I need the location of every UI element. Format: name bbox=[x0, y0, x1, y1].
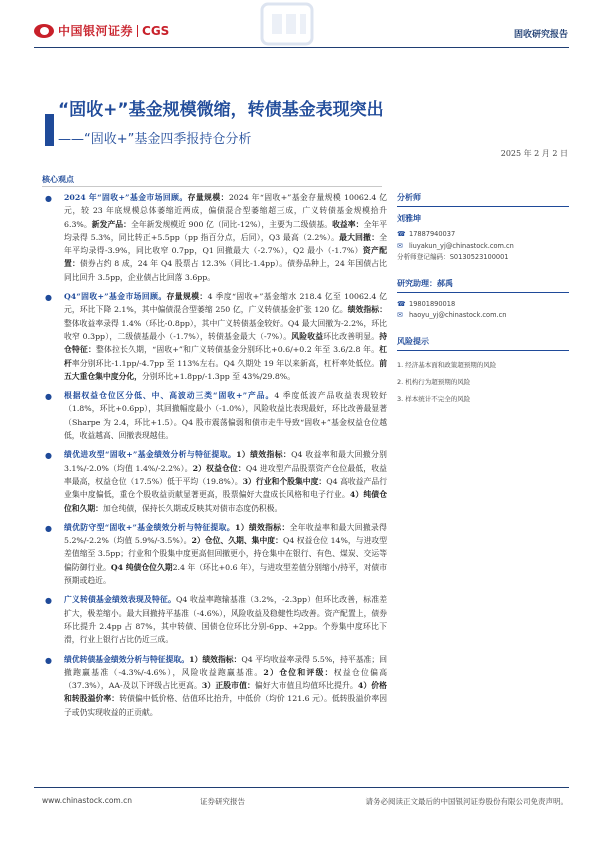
core-view-item bbox=[42, 653, 387, 719]
logo-mark-icon bbox=[34, 24, 54, 38]
core-view-item bbox=[42, 389, 387, 442]
bullet-dot-icon: ● bbox=[45, 655, 52, 665]
decorative-emblem-icon bbox=[258, 2, 316, 46]
core-view-text: Q4 收益率跑输基准（3.2%，-2.3pp）但环比改善，标准差扩大，极差缩小。最大回撤持平基准（-4.6%），风险收益及稳健性均改善。资产配置上，债券环比提升 2.4pp 占 87%，其中转债、国债仓位环比分别-6pp、+2pp。个券集中度环比下滑，行业上银行占比仍近三成。 bbox=[64, 595, 388, 645]
core-view-text: 环比改善明显。 bbox=[323, 331, 380, 341]
core-view-text: 全年平均录得 5.3%，同比转正+5.5pp（pp 指百分点，后同），Q3 最高（2.2%）。 bbox=[64, 219, 388, 242]
core-view-keyword: 前五大重仓集中度分化， bbox=[64, 358, 387, 381]
core-view-heading: 广义转债基金绩效表现及特征。 bbox=[64, 595, 176, 605]
footer-website-link[interactable]: www.chinastock.com.cn bbox=[42, 796, 132, 805]
core-view-keyword: 3）行业和个股集中度： bbox=[242, 476, 327, 486]
core-view-keyword: 新发产品： bbox=[91, 219, 132, 229]
risk-list bbox=[397, 357, 569, 408]
core-view-text: Q4 平均收益率录得 5.5%，持平基准；回撤跑赢基准（-4.3%/-4.6%），风险收益跑赢基准。 bbox=[64, 654, 387, 677]
core-view-text: 偏好大市值且均值环比提升。 bbox=[254, 681, 358, 691]
core-view-keyword: 2）权益仓位： bbox=[192, 463, 246, 473]
core-view-text: 全年平均录得-3.9%，同比收窄 0.7pp，Q1 回撤最大（-2.7%），Q2 最小（-1.7%） bbox=[64, 232, 388, 256]
logo-english-text: CGS bbox=[142, 23, 170, 38]
bullet-dot-icon: ● bbox=[45, 392, 52, 402]
core-view-text: Q4 高收益产品行业集中度偏低，重仓个股收益贡献显著更高，股票偏好大盘成长风格和电子行业。 bbox=[64, 476, 387, 500]
core-view-keyword: 2）仓位、久期、集中度： bbox=[191, 536, 283, 546]
core-view-keyword: 风险收益 bbox=[291, 331, 324, 341]
core-view-keyword: 资产配置： bbox=[64, 246, 388, 269]
analyst-name: 刘雅坤 bbox=[397, 214, 421, 223]
phone-icon: ☎ bbox=[397, 299, 406, 308]
core-view-text: 分别环比+1.8pp/-1.3pp 至 43%/29.8%。 bbox=[141, 371, 295, 381]
report-title: “固收+”基金规模微缩，转债基金表现突出 bbox=[58, 100, 384, 120]
analyst-phone[interactable] bbox=[397, 229, 569, 241]
core-view-heading: 绩优转债基金绩效分析与特征提取。 bbox=[64, 654, 190, 664]
assistant-email-text: haoyu_yj@chinastock.com.cn bbox=[409, 311, 507, 319]
core-view-item bbox=[42, 521, 387, 587]
core-view-keyword: 最大回撤： bbox=[339, 232, 380, 242]
core-view-text: 全年收益率和最大回撤录得 5.2%/-2.2%（均值 5.9%/-3.5%）。 bbox=[64, 522, 387, 546]
core-view-heading: 2024 年“固收+”基金市场回顾。 bbox=[64, 193, 188, 202]
core-view-text: Q4 收益率和最大回撤分别 3.1%/-2.0%（均值 1.4%/-2.2%）。 bbox=[64, 450, 387, 473]
logo-separator bbox=[137, 25, 138, 37]
bullet-dot-icon: ● bbox=[45, 596, 52, 606]
core-view-text: 4 季度“固收+”基金缩水 218.4 亿至 10062.4 亿元，环比下降 2.1%，其中偏债混合型萎缩 250 亿，广义转债基金扩张 120 亿。 bbox=[64, 292, 388, 315]
header-divider bbox=[34, 47, 569, 48]
core-view-text: Q4 进攻型产品股票资产仓位最低，收益率最高，权益仓位（17.5%）低于平均（19.8%）。 bbox=[64, 463, 387, 486]
core-view-item bbox=[42, 593, 387, 646]
core-view-keyword: 收益率： bbox=[332, 219, 364, 229]
core-view-text: 债券占约 8 成，24 年 Q4 股票占 12.3%（同比-1.4pp）。债券品种上，24 年国债占比同比回升 3.5pp，企业债占比回落 3.6pp。 bbox=[64, 259, 387, 282]
core-view-item bbox=[42, 290, 387, 383]
core-view-text: 2024 年“固收+”基金存量规模 10062.4 亿元，较 23 年底规模总体萎缩近两成，偏债混合型萎缩超三成，广义转债基金规模拾升 6.3%。 bbox=[64, 193, 388, 229]
risk-heading: 风险提示 bbox=[397, 336, 569, 351]
core-views-list bbox=[42, 191, 387, 725]
report-subtitle: ——“固收+”基金四季报持仓分析 bbox=[58, 132, 252, 147]
core-view-text: 转债偏中低价格、估值环比抬升，中低价（均价 121.6 元）。低转股溢价率因子或仍实现收益的正贡献。 bbox=[64, 694, 388, 717]
assistant-heading: 研究助理：郝禹 bbox=[397, 278, 569, 293]
core-view-text: Q4 权益仓位 14%，与进攻型差值缩至 3.5pp；行业和个股集中度更高但回撤更小，持仓集中在银行、有色、煤炭、交运等偏防御行业。 bbox=[64, 536, 387, 572]
core-view-heading: 绩优进攻型“固收+”基金绩效分析与特征提取。 bbox=[64, 450, 237, 460]
core-view-keyword: Q4 纯债仓位久期 bbox=[110, 562, 173, 572]
core-view-keyword: 杠杆 bbox=[64, 345, 388, 368]
core-view-text: 整体收益率录得 1.4%（环比-0.8pp），其中广义转债基金较好。Q4 最大回撤为-2.2%，环比收窄 0.3pp），二级债基最小（-1.7%），转债基金最大（-7%）。 bbox=[64, 318, 387, 341]
core-view-keyword: 持仓特征： bbox=[64, 331, 388, 355]
core-view-text: 加仓纯债，保持长久期或反映其对债市态度仍积极。 bbox=[102, 503, 283, 513]
analyst-phone-text: 17887940037 bbox=[409, 230, 456, 238]
footer-divider bbox=[34, 787, 569, 788]
footer-disclaimer: 请务必阅读正文最后的中国银河证券股份有限公司免责声明。 bbox=[365, 797, 568, 806]
core-view-keyword: 1）绩效指标： bbox=[234, 522, 290, 532]
core-view-item bbox=[42, 448, 387, 514]
analyst-email[interactable] bbox=[397, 241, 569, 253]
phone-icon: ☎ bbox=[397, 230, 406, 238]
core-view-keyword: 2）仓位和评级： bbox=[263, 667, 334, 677]
core-view-text: 率分别环比-1.1pp/-4.7pp 至 113%左右。Q4 久期处 19 年以来新高，杠杆率处低位。 bbox=[71, 358, 380, 368]
footer-category: 证券研究报告 bbox=[200, 797, 245, 806]
core-view-text: 整体拉长久期，“固收+”和广义转债基金分别环比+0.6/+0.2 年至 3.6/2.8 年。 bbox=[96, 345, 380, 355]
assistant-phone-text: 19801890018 bbox=[409, 299, 456, 308]
report-date: 2025 年 2 月 2 日 bbox=[500, 149, 568, 158]
bullet-dot-icon: ● bbox=[45, 523, 52, 533]
analyst-reg-no-text: 分析师登记编码：S0130523100001 bbox=[397, 253, 509, 261]
company-logo[interactable] bbox=[34, 22, 169, 39]
core-view-heading: 根据权益仓位区分低、中、高波动三类“固收+”产品。 bbox=[64, 391, 275, 401]
core-view-keyword: 3）正股市值： bbox=[201, 681, 255, 691]
analyst-reg-no bbox=[397, 252, 569, 264]
assistant-phone[interactable] bbox=[397, 299, 569, 311]
sidebar bbox=[397, 192, 569, 408]
core-views-heading: 核心观点 bbox=[42, 175, 74, 184]
core-view-item bbox=[42, 191, 387, 284]
core-view-heading: Q4“固收+”基金市场回顾。 bbox=[64, 292, 167, 302]
email-icon: ✉ bbox=[397, 311, 403, 319]
page-header bbox=[0, 0, 595, 48]
logo-chinese-text: 中国银河证券 bbox=[58, 24, 134, 38]
core-view-keyword: 4）纯债仓位和久期： bbox=[64, 490, 387, 513]
report-type-label: 固收研究报告 bbox=[513, 30, 568, 40]
title-accent-bar bbox=[45, 114, 54, 146]
core-view-text: 权益仓位偏高（37.3%），AA-及以下评级占比更高。 bbox=[64, 667, 387, 691]
core-view-heading: 绩优防守型“固收+”基金绩效分析与特征提取。 bbox=[64, 522, 235, 532]
core-view-keyword: 存量规模： bbox=[187, 193, 229, 202]
bullet-dot-icon: ● bbox=[45, 451, 52, 461]
email-icon: ✉ bbox=[397, 241, 403, 250]
core-view-text: 4 季度低波产品收益表现较好（1.8%，环比+0.6pp），其回撤幅度最小（-1.0%），风险收益比表现最好，环比改善最显著（Sharpe 为 2.4，环比+1.5）。Q4 股市震荡偏弱和债市走牛导致“固收+”基金权益仓位越低，收益越高、回撤表现越佳。 bbox=[64, 391, 387, 441]
core-view-keyword: 1）绩效指标： bbox=[189, 654, 242, 664]
core-views-divider bbox=[42, 186, 382, 187]
core-view-keyword: 1）绩效指标： bbox=[236, 450, 292, 460]
analyst-email-text: liuyakun_yj@chinastock.com.cn bbox=[409, 241, 514, 250]
risk-item: 2. 机构行为超预期的风险 bbox=[397, 377, 471, 386]
core-view-keyword: 绩效指标： bbox=[347, 305, 388, 315]
core-view-text: 全年新发规模近 900 亿（同比-12%），主要为二级债基。 bbox=[131, 219, 333, 229]
bullet-dot-icon: ● bbox=[45, 293, 52, 303]
risk-item: 1. 经济基本面和政策超预期的风险 bbox=[397, 360, 497, 369]
risk-item: 3. 样本统计不完全的风险 bbox=[397, 394, 471, 403]
analyst-heading: 分析师 bbox=[397, 192, 569, 207]
core-view-keyword: 存量规模： bbox=[166, 292, 208, 302]
core-view-text: 2.4 年（环比+0.6 年），与进攻型差值分别缩小/持平，对债市预期或趋近。 bbox=[64, 562, 388, 586]
assistant-email[interactable] bbox=[397, 310, 569, 322]
core-view-keyword: 4）价格和转股溢价率： bbox=[64, 681, 387, 704]
bullet-dot-icon: ● bbox=[45, 194, 52, 203]
